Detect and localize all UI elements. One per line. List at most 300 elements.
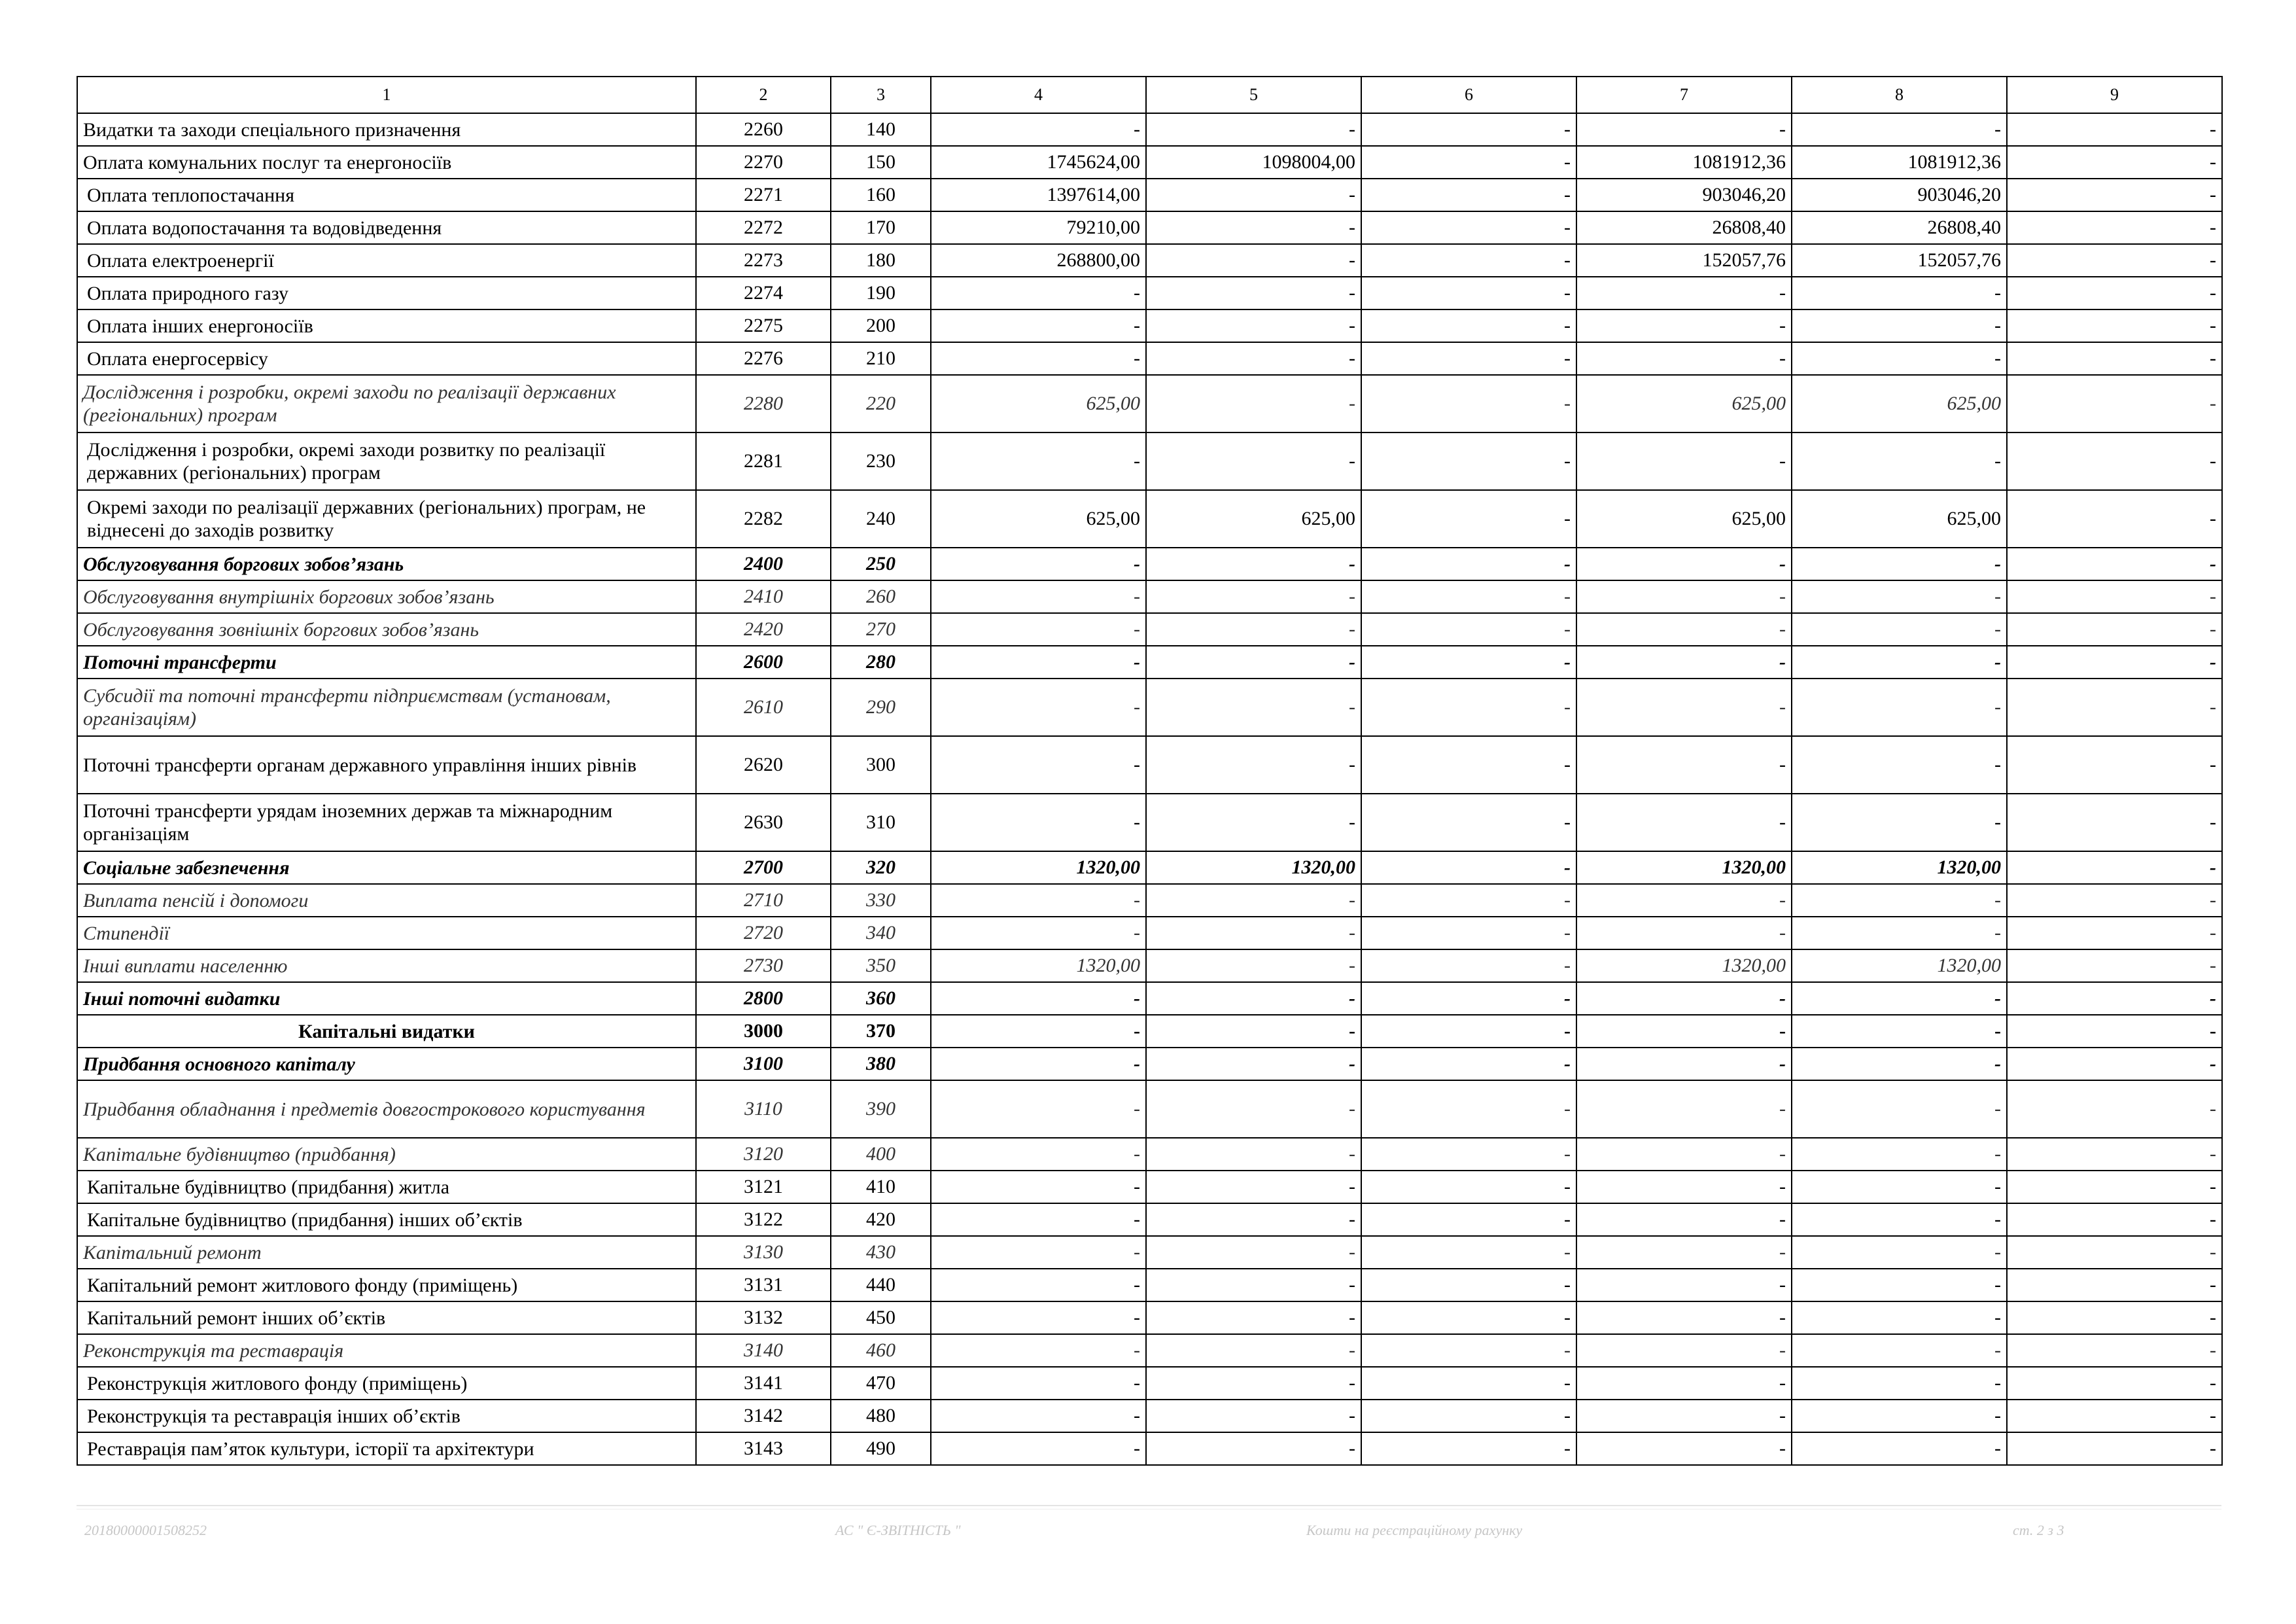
value-col-9: - bbox=[2007, 1301, 2222, 1334]
table-row bbox=[77, 646, 2222, 679]
value-col-8: - bbox=[1792, 1080, 2007, 1138]
value-col-9: - bbox=[2007, 211, 2222, 244]
economic-code: 3110 bbox=[696, 1080, 831, 1138]
value-col-5: - bbox=[1146, 1236, 1361, 1269]
value-col-6: - bbox=[1361, 949, 1576, 982]
row-name: Дослідження і розробки, окремі заходи по реалізації державних (регіональних) програм bbox=[77, 375, 696, 432]
value-col-8: - bbox=[1792, 1432, 2007, 1465]
header-cell: 4 bbox=[931, 77, 1146, 113]
value-col-4: - bbox=[931, 548, 1146, 580]
line-code: 360 bbox=[831, 982, 931, 1015]
header-cell: 1 bbox=[77, 77, 696, 113]
row-name: Капітальний ремонт інших об’єктів bbox=[77, 1301, 696, 1334]
economic-code: 3143 bbox=[696, 1432, 831, 1465]
value-col-4: - bbox=[931, 736, 1146, 794]
value-col-7: - bbox=[1576, 1138, 1792, 1171]
value-col-8: - bbox=[1792, 679, 2007, 736]
page-footer bbox=[77, 1505, 2221, 1544]
value-col-9: - bbox=[2007, 277, 2222, 309]
value-col-5: - bbox=[1146, 548, 1361, 580]
value-col-9: - bbox=[2007, 146, 2222, 179]
economic-code: 2610 bbox=[696, 679, 831, 736]
economic-code: 2710 bbox=[696, 884, 831, 917]
value-col-9: - bbox=[2007, 1367, 2222, 1400]
row-name: Оплата комунальних послуг та енергоносіїв bbox=[77, 146, 696, 179]
header-cell: 2 bbox=[696, 77, 831, 113]
line-code: 380 bbox=[831, 1048, 931, 1080]
value-col-7: - bbox=[1576, 1015, 1792, 1048]
value-col-8: 1320,00 bbox=[1792, 949, 2007, 982]
value-col-4: - bbox=[931, 613, 1146, 646]
value-col-6: - bbox=[1361, 277, 1576, 309]
economic-code: 3131 bbox=[696, 1269, 831, 1301]
value-col-6: - bbox=[1361, 982, 1576, 1015]
value-col-9: - bbox=[2007, 342, 2222, 375]
value-col-7: - bbox=[1576, 884, 1792, 917]
value-col-4: 625,00 bbox=[931, 490, 1146, 548]
row-name: Капітальні видатки bbox=[77, 1015, 696, 1048]
value-col-5: - bbox=[1146, 679, 1361, 736]
value-col-4: - bbox=[931, 1015, 1146, 1048]
row-name: Придбання основного капіталу bbox=[77, 1048, 696, 1080]
line-code: 480 bbox=[831, 1400, 931, 1432]
value-col-8: - bbox=[1792, 1269, 2007, 1301]
value-col-5: - bbox=[1146, 1203, 1361, 1236]
line-code: 330 bbox=[831, 884, 931, 917]
value-col-8: - bbox=[1792, 613, 2007, 646]
value-col-9: - bbox=[2007, 1015, 2222, 1048]
value-col-7: - bbox=[1576, 580, 1792, 613]
line-code: 160 bbox=[831, 179, 931, 211]
table-row bbox=[77, 211, 2222, 244]
economic-code: 2630 bbox=[696, 794, 831, 851]
row-name: Субсидії та поточні трансферти підприємствам (установам, організаціям) bbox=[77, 679, 696, 736]
value-col-6: - bbox=[1361, 1080, 1576, 1138]
value-col-7: 26808,40 bbox=[1576, 211, 1792, 244]
economic-code: 3130 bbox=[696, 1236, 831, 1269]
value-col-9: - bbox=[2007, 309, 2222, 342]
row-name: Інші виплати населенню bbox=[77, 949, 696, 982]
value-col-9: - bbox=[2007, 1138, 2222, 1171]
value-col-9: - bbox=[2007, 113, 2222, 146]
value-col-4: - bbox=[931, 1432, 1146, 1465]
value-col-4: - bbox=[931, 1269, 1146, 1301]
economic-code: 2260 bbox=[696, 113, 831, 146]
value-col-5: - bbox=[1146, 580, 1361, 613]
row-name: Соціальне забезпечення bbox=[77, 851, 696, 884]
table-row bbox=[77, 375, 2222, 432]
value-col-5: - bbox=[1146, 309, 1361, 342]
value-col-9: - bbox=[2007, 580, 2222, 613]
value-col-9: - bbox=[2007, 244, 2222, 277]
line-code: 170 bbox=[831, 211, 931, 244]
table-row bbox=[77, 794, 2222, 851]
value-col-4: 625,00 bbox=[931, 375, 1146, 432]
header-cell: 3 bbox=[831, 77, 931, 113]
header-cell: 6 bbox=[1361, 77, 1576, 113]
value-col-6: - bbox=[1361, 490, 1576, 548]
value-col-7: - bbox=[1576, 342, 1792, 375]
value-col-5: - bbox=[1146, 646, 1361, 679]
value-col-5: - bbox=[1146, 179, 1361, 211]
value-col-9: - bbox=[2007, 851, 2222, 884]
line-code: 350 bbox=[831, 949, 931, 982]
table-row bbox=[77, 1334, 2222, 1367]
value-col-7: - bbox=[1576, 432, 1792, 490]
value-col-7: - bbox=[1576, 1432, 1792, 1465]
line-code: 370 bbox=[831, 1015, 931, 1048]
row-name: Капітальне будівництво (придбання) bbox=[77, 1138, 696, 1171]
economic-code: 2274 bbox=[696, 277, 831, 309]
line-code: 430 bbox=[831, 1236, 931, 1269]
value-col-5: - bbox=[1146, 736, 1361, 794]
value-col-4: - bbox=[931, 580, 1146, 613]
economic-code: 2420 bbox=[696, 613, 831, 646]
row-name: Стипендії bbox=[77, 917, 696, 949]
economic-code: 2720 bbox=[696, 917, 831, 949]
value-col-6: - bbox=[1361, 1400, 1576, 1432]
value-col-5: - bbox=[1146, 342, 1361, 375]
economic-code: 2276 bbox=[696, 342, 831, 375]
line-code: 280 bbox=[831, 646, 931, 679]
value-col-7: 1320,00 bbox=[1576, 851, 1792, 884]
value-col-6: - bbox=[1361, 1236, 1576, 1269]
table-row bbox=[77, 1236, 2222, 1269]
value-col-4: - bbox=[931, 1236, 1146, 1269]
value-col-5: 625,00 bbox=[1146, 490, 1361, 548]
value-col-8: - bbox=[1792, 1138, 2007, 1171]
value-col-9: - bbox=[2007, 679, 2222, 736]
table-row bbox=[77, 1048, 2222, 1080]
value-col-5: - bbox=[1146, 949, 1361, 982]
line-code: 400 bbox=[831, 1138, 931, 1171]
value-col-6: - bbox=[1361, 1171, 1576, 1203]
table-row bbox=[77, 1367, 2222, 1400]
row-name: Реставрація пам’яток культури, історії та архітектури bbox=[77, 1432, 696, 1465]
value-col-9: - bbox=[2007, 1334, 2222, 1367]
economic-code: 3122 bbox=[696, 1203, 831, 1236]
value-col-8: - bbox=[1792, 1048, 2007, 1080]
row-name: Реконструкція та реставрація bbox=[77, 1334, 696, 1367]
economic-code: 2271 bbox=[696, 179, 831, 211]
value-col-8: - bbox=[1792, 982, 2007, 1015]
value-col-8: 625,00 bbox=[1792, 375, 2007, 432]
value-col-6: - bbox=[1361, 432, 1576, 490]
economic-code: 2275 bbox=[696, 309, 831, 342]
value-col-8: - bbox=[1792, 736, 2007, 794]
value-col-7: - bbox=[1576, 548, 1792, 580]
value-col-8: - bbox=[1792, 342, 2007, 375]
value-col-8: - bbox=[1792, 917, 2007, 949]
value-col-4: 1745624,00 bbox=[931, 146, 1146, 179]
value-col-7: - bbox=[1576, 309, 1792, 342]
header-cell: 8 bbox=[1792, 77, 2007, 113]
value-col-5: - bbox=[1146, 1138, 1361, 1171]
value-col-9: - bbox=[2007, 1203, 2222, 1236]
row-name: Оплата теплопостачання bbox=[77, 179, 696, 211]
table-row bbox=[77, 1301, 2222, 1334]
line-code: 310 bbox=[831, 794, 931, 851]
value-col-4: - bbox=[931, 1171, 1146, 1203]
row-name: Поточні трансферти bbox=[77, 646, 696, 679]
value-col-8: - bbox=[1792, 884, 2007, 917]
table-row bbox=[77, 309, 2222, 342]
economic-code: 3000 bbox=[696, 1015, 831, 1048]
value-col-5: - bbox=[1146, 211, 1361, 244]
line-code: 470 bbox=[831, 1367, 931, 1400]
value-col-5: 1320,00 bbox=[1146, 851, 1361, 884]
value-col-8: - bbox=[1792, 432, 2007, 490]
line-code: 450 bbox=[831, 1301, 931, 1334]
value-col-4: - bbox=[931, 1080, 1146, 1138]
header-cell: 9 bbox=[2007, 77, 2222, 113]
value-col-6: - bbox=[1361, 884, 1576, 917]
footer-page-number: ст. 2 з 3 bbox=[2013, 1522, 2064, 1538]
value-col-7: - bbox=[1576, 917, 1792, 949]
line-code: 460 bbox=[831, 1334, 931, 1367]
value-col-7: 152057,76 bbox=[1576, 244, 1792, 277]
economic-code: 3100 bbox=[696, 1048, 831, 1080]
line-code: 220 bbox=[831, 375, 931, 432]
row-name: Оплата інших енергоносіїв bbox=[77, 309, 696, 342]
table-row bbox=[77, 244, 2222, 277]
value-col-6: - bbox=[1361, 1203, 1576, 1236]
row-name: Реконструкція житлового фонду (приміщень) bbox=[77, 1367, 696, 1400]
value-col-5: - bbox=[1146, 1367, 1361, 1400]
table-row bbox=[77, 580, 2222, 613]
value-col-7: - bbox=[1576, 736, 1792, 794]
value-col-5: - bbox=[1146, 1400, 1361, 1432]
line-code: 340 bbox=[831, 917, 931, 949]
value-col-9: - bbox=[2007, 490, 2222, 548]
line-code: 180 bbox=[831, 244, 931, 277]
row-name: Оплата природного газу bbox=[77, 277, 696, 309]
value-col-6: - bbox=[1361, 342, 1576, 375]
row-name: Капітальний ремонт bbox=[77, 1236, 696, 1269]
value-col-7: - bbox=[1576, 646, 1792, 679]
footer-doc-id: 20180000001508252 bbox=[84, 1522, 207, 1538]
value-col-9: - bbox=[2007, 1080, 2222, 1138]
value-col-4: 268800,00 bbox=[931, 244, 1146, 277]
value-col-6: - bbox=[1361, 113, 1576, 146]
value-col-9: - bbox=[2007, 736, 2222, 794]
row-name: Поточні трансферти органам державного управління інших рівнів bbox=[77, 736, 696, 794]
table-row bbox=[77, 113, 2222, 146]
value-col-4: - bbox=[931, 1301, 1146, 1334]
economic-code: 2700 bbox=[696, 851, 831, 884]
line-code: 420 bbox=[831, 1203, 931, 1236]
table-row bbox=[77, 1080, 2222, 1138]
table-row bbox=[77, 1432, 2222, 1465]
row-name: Капітальне будівництво (придбання) житла bbox=[77, 1171, 696, 1203]
value-col-8: - bbox=[1792, 1236, 2007, 1269]
footer-system: АС " Є-ЗВІТНІСТЬ " bbox=[835, 1522, 961, 1538]
value-col-7: - bbox=[1576, 1171, 1792, 1203]
value-col-7: 903046,20 bbox=[1576, 179, 1792, 211]
value-col-7: 1081912,36 bbox=[1576, 146, 1792, 179]
value-col-9: - bbox=[2007, 1236, 2222, 1269]
value-col-6: - bbox=[1361, 1269, 1576, 1301]
economic-code: 2620 bbox=[696, 736, 831, 794]
table-row bbox=[77, 1015, 2222, 1048]
value-col-5: - bbox=[1146, 982, 1361, 1015]
value-col-8: 26808,40 bbox=[1792, 211, 2007, 244]
value-col-9: - bbox=[2007, 1171, 2222, 1203]
value-col-8: - bbox=[1792, 1367, 2007, 1400]
value-col-4: - bbox=[931, 309, 1146, 342]
line-code: 150 bbox=[831, 146, 931, 179]
header-cell: 5 bbox=[1146, 77, 1361, 113]
line-code: 210 bbox=[831, 342, 931, 375]
table-row bbox=[77, 949, 2222, 982]
row-name: Видатки та заходи спеціального призначення bbox=[77, 113, 696, 146]
value-col-5: - bbox=[1146, 375, 1361, 432]
value-col-6: - bbox=[1361, 309, 1576, 342]
value-col-7: - bbox=[1576, 1367, 1792, 1400]
table-row bbox=[77, 432, 2222, 490]
table-row bbox=[77, 277, 2222, 309]
value-col-9: - bbox=[2007, 884, 2222, 917]
economic-code: 2410 bbox=[696, 580, 831, 613]
economic-code: 2273 bbox=[696, 244, 831, 277]
value-col-4: - bbox=[931, 1048, 1146, 1080]
value-col-5: - bbox=[1146, 917, 1361, 949]
row-name: Інші поточні видатки bbox=[77, 982, 696, 1015]
line-code: 300 bbox=[831, 736, 931, 794]
table-row bbox=[77, 851, 2222, 884]
line-code: 240 bbox=[831, 490, 931, 548]
value-col-5: - bbox=[1146, 277, 1361, 309]
value-col-8: - bbox=[1792, 277, 2007, 309]
value-col-7: - bbox=[1576, 113, 1792, 146]
row-name: Обслуговування внутрішніх боргових зобов’язань bbox=[77, 580, 696, 613]
economic-code: 3121 bbox=[696, 1171, 831, 1203]
value-col-4: - bbox=[931, 1138, 1146, 1171]
row-name: Придбання обладнання і предметів довгострокового користування bbox=[77, 1080, 696, 1138]
economic-code: 3120 bbox=[696, 1138, 831, 1171]
value-col-5: - bbox=[1146, 1432, 1361, 1465]
economic-code: 2400 bbox=[696, 548, 831, 580]
value-col-6: - bbox=[1361, 851, 1576, 884]
value-col-6: - bbox=[1361, 580, 1576, 613]
value-col-5: - bbox=[1146, 1301, 1361, 1334]
value-col-9: - bbox=[2007, 179, 2222, 211]
row-name: Капітальне будівництво (придбання) інших об’єктів bbox=[77, 1203, 696, 1236]
value-col-8: - bbox=[1792, 1171, 2007, 1203]
table-row bbox=[77, 490, 2222, 548]
row-name: Оплата водопостачання та водовідведення bbox=[77, 211, 696, 244]
value-col-7: - bbox=[1576, 1048, 1792, 1080]
value-col-6: - bbox=[1361, 613, 1576, 646]
value-col-7: - bbox=[1576, 613, 1792, 646]
line-code: 200 bbox=[831, 309, 931, 342]
value-col-9: - bbox=[2007, 548, 2222, 580]
line-code: 190 bbox=[831, 277, 931, 309]
economic-code: 2272 bbox=[696, 211, 831, 244]
value-col-6: - bbox=[1361, 146, 1576, 179]
value-col-8: - bbox=[1792, 1203, 2007, 1236]
row-name: Оплата електроенергії bbox=[77, 244, 696, 277]
footer-title: Кошти на реєстраційному рахунку bbox=[1306, 1522, 1523, 1538]
table-row bbox=[77, 1203, 2222, 1236]
line-code: 390 bbox=[831, 1080, 931, 1138]
line-code: 490 bbox=[831, 1432, 931, 1465]
value-col-4: - bbox=[931, 884, 1146, 917]
value-col-6: - bbox=[1361, 1432, 1576, 1465]
value-col-9: - bbox=[2007, 1432, 2222, 1465]
value-col-9: - bbox=[2007, 917, 2222, 949]
value-col-6: - bbox=[1361, 1301, 1576, 1334]
row-name: Дослідження і розробки, окремі заходи розвитку по реалізації державних (регіональних) програм bbox=[77, 432, 696, 490]
value-col-7: - bbox=[1576, 1334, 1792, 1367]
value-col-6: - bbox=[1361, 244, 1576, 277]
value-col-7: - bbox=[1576, 982, 1792, 1015]
value-col-4: - bbox=[931, 342, 1146, 375]
table-row bbox=[77, 1269, 2222, 1301]
value-col-6: - bbox=[1361, 917, 1576, 949]
value-col-8: - bbox=[1792, 794, 2007, 851]
line-code: 270 bbox=[831, 613, 931, 646]
value-col-8: 625,00 bbox=[1792, 490, 2007, 548]
table-row bbox=[77, 679, 2222, 736]
row-name: Капітальний ремонт житлового фонду (приміщень) bbox=[77, 1269, 696, 1301]
economic-code: 3141 bbox=[696, 1367, 831, 1400]
value-col-6: - bbox=[1361, 1048, 1576, 1080]
value-col-5: - bbox=[1146, 1015, 1361, 1048]
economic-code: 2730 bbox=[696, 949, 831, 982]
value-col-6: - bbox=[1361, 646, 1576, 679]
economic-code: 2600 bbox=[696, 646, 831, 679]
value-col-6: - bbox=[1361, 211, 1576, 244]
value-col-8: 1320,00 bbox=[1792, 851, 2007, 884]
value-col-4: - bbox=[931, 794, 1146, 851]
value-col-9: - bbox=[2007, 646, 2222, 679]
row-name: Окремі заходи по реалізації державних (регіональних) програм, не віднесені до заходів розвитку bbox=[77, 490, 696, 548]
value-col-8: 903046,20 bbox=[1792, 179, 2007, 211]
value-col-8: 1081912,36 bbox=[1792, 146, 2007, 179]
economic-code: 2282 bbox=[696, 490, 831, 548]
line-code: 290 bbox=[831, 679, 931, 736]
value-col-7: - bbox=[1576, 1236, 1792, 1269]
value-col-9: - bbox=[2007, 1269, 2222, 1301]
value-col-6: - bbox=[1361, 1015, 1576, 1048]
table-row bbox=[77, 917, 2222, 949]
value-col-9: - bbox=[2007, 949, 2222, 982]
value-col-9: - bbox=[2007, 1400, 2222, 1432]
report-table bbox=[77, 76, 2223, 1466]
table-row bbox=[77, 884, 2222, 917]
line-code: 320 bbox=[831, 851, 931, 884]
value-col-6: - bbox=[1361, 736, 1576, 794]
line-code: 410 bbox=[831, 1171, 931, 1203]
value-col-5: - bbox=[1146, 113, 1361, 146]
value-col-6: - bbox=[1361, 179, 1576, 211]
value-col-5: - bbox=[1146, 1334, 1361, 1367]
value-col-6: - bbox=[1361, 1138, 1576, 1171]
value-col-4: - bbox=[931, 113, 1146, 146]
line-code: 250 bbox=[831, 548, 931, 580]
value-col-9: - bbox=[2007, 982, 2222, 1015]
value-col-7: 625,00 bbox=[1576, 375, 1792, 432]
value-col-9: - bbox=[2007, 375, 2222, 432]
value-col-4: - bbox=[931, 646, 1146, 679]
value-col-8: - bbox=[1792, 113, 2007, 146]
value-col-4: - bbox=[931, 432, 1146, 490]
line-code: 260 bbox=[831, 580, 931, 613]
row-name: Обслуговування боргових зобов’язань bbox=[77, 548, 696, 580]
value-col-8: - bbox=[1792, 1400, 2007, 1432]
value-col-6: - bbox=[1361, 794, 1576, 851]
